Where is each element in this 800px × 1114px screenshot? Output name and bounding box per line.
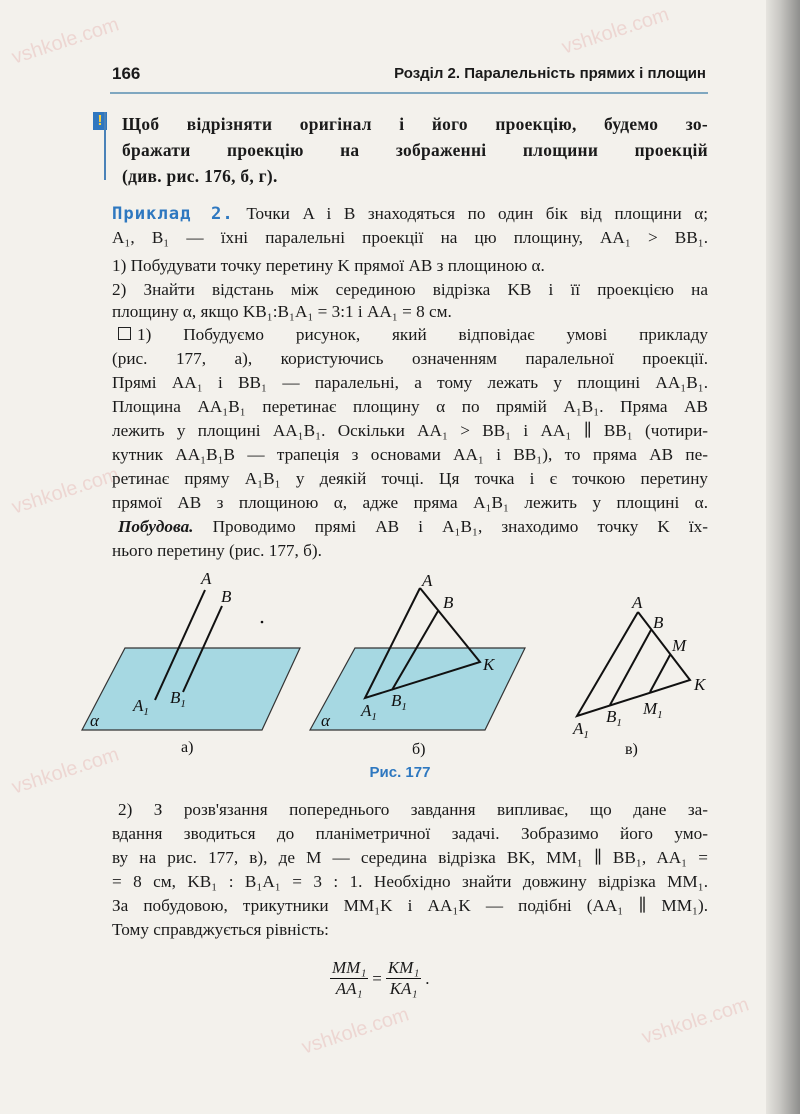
note-line: бражати проекцію на зображенні площини проекцій	[122, 140, 708, 160]
figure-caption: Рис. 177	[369, 764, 431, 781]
solution-line: лежить у площині AA₁B₁. Оскільки AA₁ > BB₁ і AA₁ ∥ BB₁ (чотири-	[112, 421, 708, 440]
section-title: Розділ 2. Паралельність прямих і площин	[394, 65, 706, 82]
dot	[261, 621, 264, 624]
watermark: vshkole.com	[639, 993, 752, 1049]
solution-text: 1) Побудуємо рисунок, який відповідає умові прикладу	[137, 325, 708, 344]
label-K: K	[483, 655, 495, 674]
label-A1: $A_1$	[133, 696, 149, 718]
example-line: площину α, якщо KB₁:B₁A₁ = 3:1 і AA₁ = 8 см.	[112, 302, 452, 321]
watermark: vshkole.com	[559, 3, 672, 59]
label-A: A	[201, 569, 212, 588]
example-line: A₁, B₁ — їхні паралельні проекції на цю площину, AA₁ > BB₁.	[112, 228, 708, 247]
note-line: (див. рис. 176, б, г).	[122, 166, 278, 186]
figure-b	[310, 571, 525, 758]
denominator: AA₁	[335, 979, 363, 998]
solution-line: Прямі AA₁ і BB₁ — паралельні, а тому лежать у площині AA₁B₁.	[112, 373, 708, 392]
numerator: MM₁	[332, 958, 367, 977]
label-B: B	[653, 613, 664, 632]
part2-line: ву на рис. 177, в), де M — середина відрізка BK, MM₁ ∥ BB₁, AA₁ =	[112, 848, 708, 867]
label-B: B	[221, 587, 232, 606]
label-A: A	[422, 571, 433, 590]
solution-line: (рис. 177, а), користуючись означенням паралельної проекції.	[112, 349, 708, 368]
fraction-right	[386, 958, 421, 999]
solution-line: кутник AA₁B₁B — трапеція з основами AA₁ і BB₁), то пряма AB пе-	[112, 445, 708, 464]
example-label: Приклад 2.	[112, 204, 234, 224]
watermark: vshkole.com	[9, 743, 122, 799]
watermark: vshkole.com	[299, 1003, 412, 1059]
equals-sign: =	[372, 968, 382, 988]
period: .	[425, 968, 430, 988]
part2-line: Тому справджується рівність:	[112, 920, 329, 939]
exclamation-icon: !	[93, 112, 107, 130]
label-M: M	[672, 636, 687, 655]
part2-line: = 8 см, KB₁ : B₁A₁ = 3 : 1. Необхідно знайти довжину відрізка MM₁.	[112, 872, 708, 891]
solution-line: ретинає пряму A₁B₁ у деякій точці. Ця точка і є точкою перетину	[112, 469, 708, 488]
plane-alpha	[82, 648, 300, 730]
note-line: Щоб відрізняти оригінал і його проекцію, будемо зо-	[122, 114, 708, 134]
construction-label: Побудова.	[118, 517, 194, 536]
solution-line: Площина AA₁B₁ перетинає площину α по прямій A₁B₁. Пряма AB	[112, 397, 708, 416]
label-B1: $B_1$	[391, 691, 407, 713]
caption-a: а)	[181, 739, 194, 756]
part2-line: За побудовою, трикутники MM₁K і AA₁K — подібні (AA₁ ∥ MM₁).	[112, 896, 708, 915]
part2-line: 2) З розв'язання попереднього завдання випливає, що дане за-	[118, 800, 708, 819]
example-text: Точки A і B знаходяться по один бік від площини α;	[233, 204, 709, 223]
label-alpha: α	[90, 711, 99, 730]
label-K: K	[694, 675, 706, 694]
label-alpha: α	[321, 711, 330, 730]
figure-c	[572, 593, 707, 758]
watermark: vshkole.com	[9, 463, 122, 519]
label-B: B	[443, 593, 454, 612]
label-B1: $B_1$	[606, 707, 622, 729]
figure-a	[82, 569, 300, 756]
label-M1: $M_1$	[643, 699, 663, 721]
label-A1: $A_1$	[361, 701, 377, 723]
label-A1: $A_1$	[573, 719, 589, 741]
denominator: KA₁	[389, 979, 418, 998]
example-line: 1) Побудувати точку перетину K прямої AB з площиною α.	[112, 256, 545, 275]
caption-b: б)	[412, 741, 426, 758]
solution-line: прямої AB з площиною α, адже пряма A₁B₁ лежить у площині α.	[112, 493, 708, 512]
part2-line: вдання зводиться до планіметричної задачі. Зобразимо його умо-	[112, 824, 708, 843]
construction-line: нього перетину (рис. 177, б).	[112, 541, 322, 560]
page-number: 166	[112, 64, 141, 83]
caption-c: в)	[625, 741, 638, 758]
fraction-left	[330, 958, 368, 999]
numerator: KM₁	[387, 958, 420, 977]
label-B1: $B_1$	[170, 688, 186, 710]
construction-text: Проводимо прямі AB і A₁B₁, знаходимо точку K їх-	[193, 517, 708, 536]
label-A: A	[632, 593, 643, 612]
example-line: 2) Знайти відстань між серединою відрізка KB і її проекцією на	[112, 280, 708, 299]
watermark: vshkole.com	[9, 13, 122, 69]
proportion-formula	[330, 958, 434, 999]
